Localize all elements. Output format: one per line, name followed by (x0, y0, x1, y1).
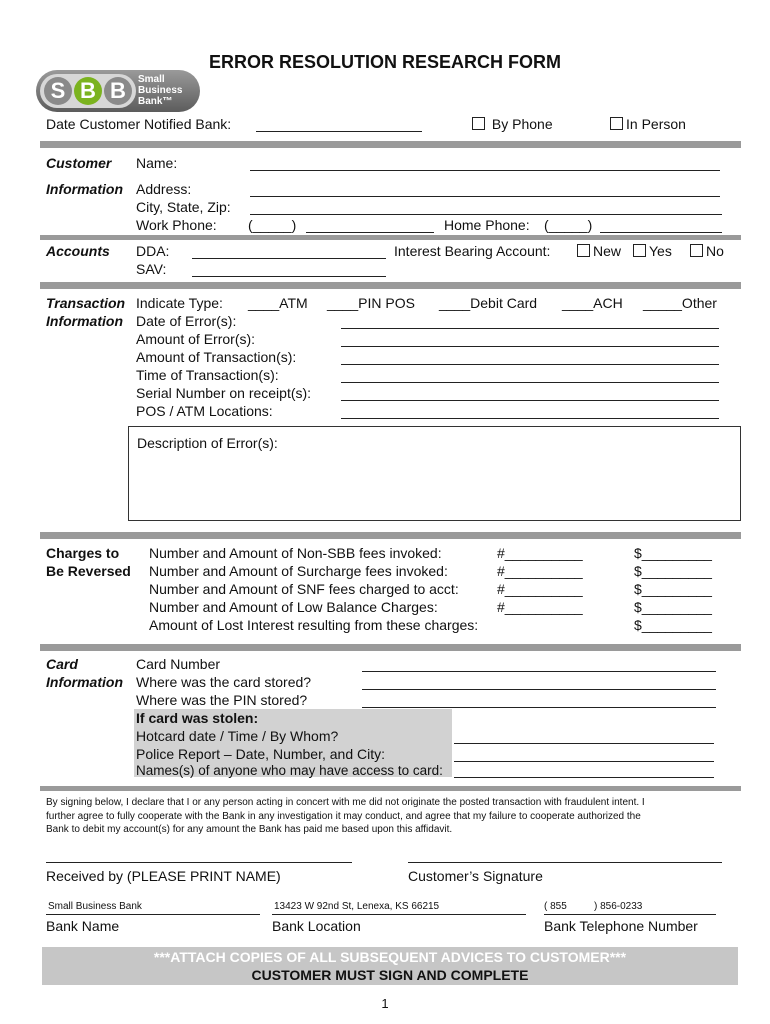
sav-label: SAV: (136, 261, 167, 277)
pin-stored-field[interactable] (362, 707, 716, 708)
transaction-info-heading: Information (46, 313, 123, 329)
non-sbb-amount-field[interactable]: $_________ (634, 545, 712, 561)
information-heading: Information (46, 181, 123, 197)
snf-fees-label: Number and Amount of SNF fees charged to acct: (149, 581, 459, 597)
snf-count-field[interactable]: #__________ (497, 581, 583, 597)
page-number: 1 (381, 996, 389, 1011)
serial-number-label: Serial Number on receipt(s): (136, 385, 312, 401)
description-label: Description of Error(s): (137, 435, 278, 451)
checkbox-icon (610, 117, 623, 130)
bank-phone-line (544, 914, 716, 915)
hotcard-field[interactable] (454, 743, 714, 744)
low-balance-label: Number and Amount of Low Balance Charges: (149, 599, 438, 615)
address-field[interactable] (250, 196, 720, 197)
sav-field[interactable] (192, 276, 386, 277)
low-balance-count-field[interactable]: #__________ (497, 599, 583, 615)
bank-location-label: Bank Location (272, 918, 361, 934)
card-info-heading: Information (46, 674, 123, 690)
section-divider (40, 532, 741, 539)
home-phone-label: Home Phone: (444, 217, 530, 233)
pos-atm-locations-label: POS / ATM Locations: (136, 403, 273, 419)
date-of-error-label: Date of Error(s): (136, 313, 237, 329)
names-access-label: Names(s) of anyone who may have access to card: (136, 763, 443, 778)
customer-must-sign-notice: CUSTOMER MUST SIGN AND COMPLETE (251, 967, 529, 983)
affidavit-text: By signing below, I declare that I or any person acting in concert with me did not originate the posted transaction with fraudulent intent. I further agree to fully cooperate with the Bank in any investigation it may conduct, and agree that my failure to cooperate authorized the Bank to debit my account(s) for any amount the Bank has paid me based upon this affidavit. (46, 797, 645, 835)
names-access-field[interactable] (454, 777, 714, 778)
home-phone-area[interactable]: (_____) (544, 217, 593, 233)
bank-location-value: 13423 W 92nd St, Lenexa, KS 66215 (274, 901, 440, 912)
time-of-transaction-field[interactable] (341, 382, 719, 383)
date-of-error-field[interactable] (341, 328, 719, 329)
work-phone-area[interactable]: (_____) (248, 217, 297, 233)
bank-name-label: Bank Name (46, 918, 120, 934)
received-by-field[interactable] (46, 862, 352, 863)
bank-name-value: Small Business Bank (48, 901, 142, 912)
bank-area-code: ( 855 (544, 901, 567, 912)
notify-label: Date Customer Notified Bank: (46, 116, 232, 132)
amount-of-transaction-field[interactable] (341, 364, 719, 365)
attach-copies-notice: ***ATTACH COPIES OF ALL SUBSEQUENT ADVICES TO CUSTOMER*** (153, 949, 627, 965)
checkbox-icon (472, 117, 485, 130)
bank-name-line (46, 914, 260, 915)
time-of-transaction-label: Time of Transaction(s): (136, 367, 279, 383)
type-ach[interactable]: ____ACH (562, 295, 623, 311)
logo-letter-s: S (44, 77, 72, 105)
snf-amount-field[interactable]: $_________ (634, 581, 712, 597)
amount-of-error-label: Amount of Error(s): (136, 331, 256, 347)
be-reversed-heading: Be Reversed (46, 563, 131, 579)
name-field[interactable] (250, 170, 720, 171)
serial-number-field[interactable] (341, 400, 719, 401)
customer-signature-label: Customer’s Signature (408, 868, 543, 884)
card-number-field[interactable] (362, 671, 716, 672)
lost-interest-amount-field[interactable]: $_________ (634, 617, 712, 633)
interest-bearing-label: Interest Bearing Account: (394, 243, 551, 259)
card-number-label: Card Number (136, 656, 221, 672)
in-person-option[interactable]: In Person (610, 116, 686, 132)
police-report-field[interactable] (454, 761, 714, 762)
indicate-type-label: Indicate Type: (136, 295, 223, 311)
bank-phone-label: Bank Telephone Number (544, 918, 698, 934)
type-pin-pos[interactable]: ____PIN POS (327, 295, 415, 311)
section-divider (40, 786, 741, 791)
logo-letter-b1: B (74, 77, 102, 105)
customer-heading: Customer (46, 155, 112, 171)
type-atm[interactable]: ____ATM (248, 295, 308, 311)
section-divider (40, 141, 741, 148)
home-phone-field[interactable] (600, 232, 722, 233)
surcharge-count-field[interactable]: #__________ (497, 563, 583, 579)
customer-signature-field[interactable] (408, 862, 722, 863)
new-option[interactable]: New (577, 243, 621, 259)
form-title: ERROR RESOLUTION RESEARCH FORM (208, 52, 561, 72)
work-phone-label: Work Phone: (136, 217, 217, 233)
non-sbb-count-field[interactable]: #__________ (497, 545, 583, 561)
city-field[interactable] (250, 214, 722, 215)
surcharge-amount-field[interactable]: $_________ (634, 563, 712, 579)
logo-letter-b2: B (104, 77, 132, 105)
low-balance-amount-field[interactable]: $_________ (634, 599, 712, 615)
section-divider (40, 644, 741, 651)
sbb-logo (36, 70, 200, 112)
card-heading: Card (46, 656, 78, 672)
card-stored-label: Where was the card stored? (136, 674, 312, 690)
charges-heading: Charges to (46, 545, 120, 561)
bank-location-line (272, 914, 526, 915)
notify-date-field[interactable] (256, 131, 422, 132)
section-divider (40, 282, 741, 289)
checkbox-icon (633, 244, 646, 257)
stolen-card-label: If card was stolen: (136, 710, 259, 726)
accounts-heading: Accounts (46, 243, 110, 259)
amount-of-transaction-label: Amount of Transaction(s): (136, 349, 297, 365)
no-option[interactable]: No (690, 243, 724, 259)
lost-interest-label: Amount of Lost Interest resulting from these charges: (149, 617, 479, 633)
card-stored-field[interactable] (362, 689, 716, 690)
description-box[interactable] (128, 426, 741, 521)
police-report-label: Police Report – Date, Number, and City: (136, 746, 386, 762)
pos-atm-locations-field[interactable] (341, 418, 719, 419)
amount-of-error-field[interactable] (341, 346, 719, 347)
name-label: Name: (136, 155, 178, 171)
logo-wordmark: Small Business Bank™ (138, 74, 183, 107)
by-phone-option[interactable]: By Phone (472, 116, 553, 132)
city-label: City, State, Zip: (136, 199, 231, 215)
dda-field[interactable] (192, 258, 386, 259)
non-sbb-fees-label: Number and Amount of Non-SBB fees invoked: (149, 545, 442, 561)
checkbox-icon (577, 244, 590, 257)
yes-option[interactable]: Yes (633, 243, 672, 259)
type-other[interactable]: _____Other (643, 295, 717, 311)
dda-label: DDA: (136, 243, 170, 259)
surcharge-fees-label: Number and Amount of Surcharge fees invoked: (149, 563, 448, 579)
work-phone-field[interactable] (306, 232, 434, 233)
received-by-label: Received by (PLEASE PRINT NAME) (46, 868, 281, 884)
section-divider (40, 235, 741, 240)
checkbox-icon (690, 244, 703, 257)
bank-phone-value: ) 856-0233 (594, 901, 643, 912)
address-label: Address: (136, 181, 192, 197)
transaction-heading: Transaction (46, 295, 126, 311)
type-debit-card[interactable]: ____Debit Card (439, 295, 538, 311)
pin-stored-label: Where was the PIN stored? (136, 692, 308, 708)
hotcard-label: Hotcard date / Time / By Whom? (136, 728, 339, 744)
